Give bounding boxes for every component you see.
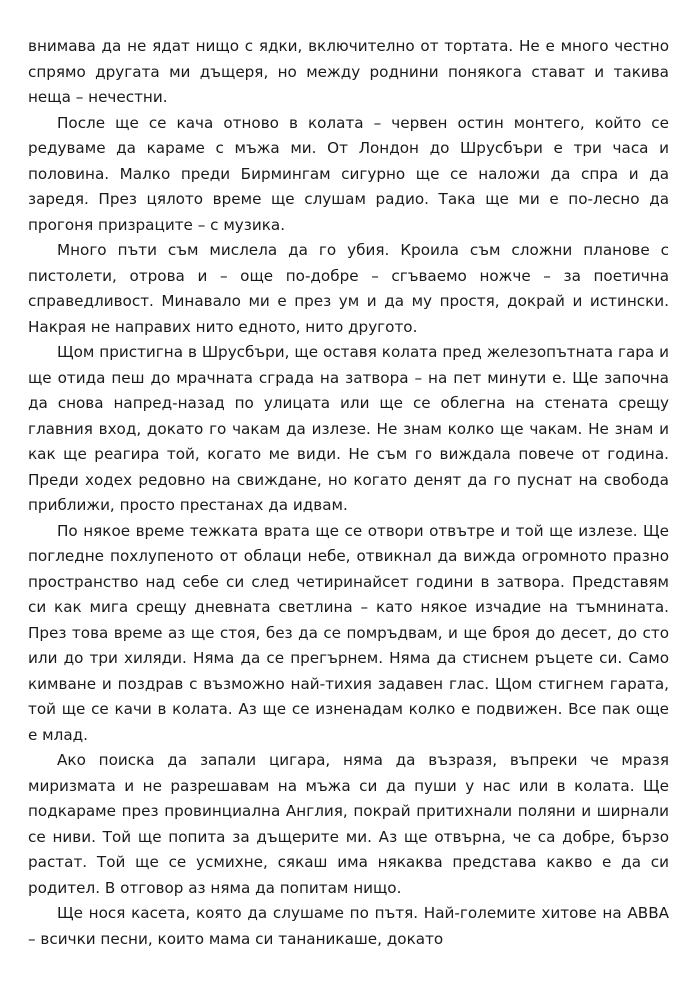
paragraph-3: Много пъти съм мислела да го убия. Кроила съм сложни планове с пистолети, отрова и – още по-добре – сгъваемо ножче – за поетична справедливост. Минавало ми е през ум и да му простя, докрай и истински. Накрая не направих нито едното, нито другото. [28,241,669,336]
book-page [28,34,669,952]
paragraph-7: Ще нося касета, която да слушаме по пътя. Най-големите хитове на ABBA – всички песни, които мама си тананикаше, докато [28,904,669,948]
paragraph-1: внимава да не ядат нищо с ядки, включително от тортата. Не е много честно спрямо другата ми дъщеря, но между роднини понякога стават и такива неща – нечестни. [28,37,669,106]
paragraph-6: Ако поиска да запали цигара, няма да възразя, въпреки че мразя миризмата и не разрешавам на мъжа си да пуши у нас или в колата. Ще подкараме през провинциална Англия, покрай притихнали поляни и ширнали се ниви. Той ще попита за дъщерите ми. Аз ще отвърна, че са добре, бързо растат. Той ще се усмихне, сякаш има някаква представа какво е да си родител. В отговор аз няма да попитам нищо. [28,751,669,897]
paragraph-2: После ще се кача отново в колата – червен остин монтего, който се редуваме да караме с мъжа ми. От Лондон до Шрусбъри е три часа и половина. Малко преди Бирмингам сигурно ще се наложи да спра и да заредя. През цялото време ще слушам радио. Така ще ми е по-лесно да прогоня призраците – с музика. [28,113,669,234]
paragraph-4: Щом пристигна в Шрусбъри, ще оставя колата пред железопътната гара и ще отида пеш до мрачната сграда на затвора – на пет минути е. Ще започна да снова напред-назад по улицата или ще се облегна на стената срещу главния вход, докато го чакам да излезе. Не знам колко ще чакам. Не знам и как ще реагира той, когато ме види. Не съм го виждала повече от година. Преди ходех редовно на свиждане, но когато денят да го пуснат на свобода приближи, просто престанах да идвам. [28,343,669,514]
paragraph-5: По някое време тежката врата ще се отвори отвътре и той ще излезе. Ще погледне похлупеното от облаци небе, отвикнал да вижда огромното празно пространство над себе си след четиринайсет години в затвора. Представям си как мига срещу дневната светлина – като някое изчадие на тъмнината. През това време аз ще стоя, без да се помръдвам, и ще броя до десет, до сто или до три хиляди. Няма да се прегърнем. Няма да стиснем ръцете си. Само кимване и поздрав с възможно най-тихия задавен глас. Щом стигнем гарата, той ще се качи в колата. Аз ще се изненадам колко е подвижен. Все пак още е млад. [28,521,669,744]
